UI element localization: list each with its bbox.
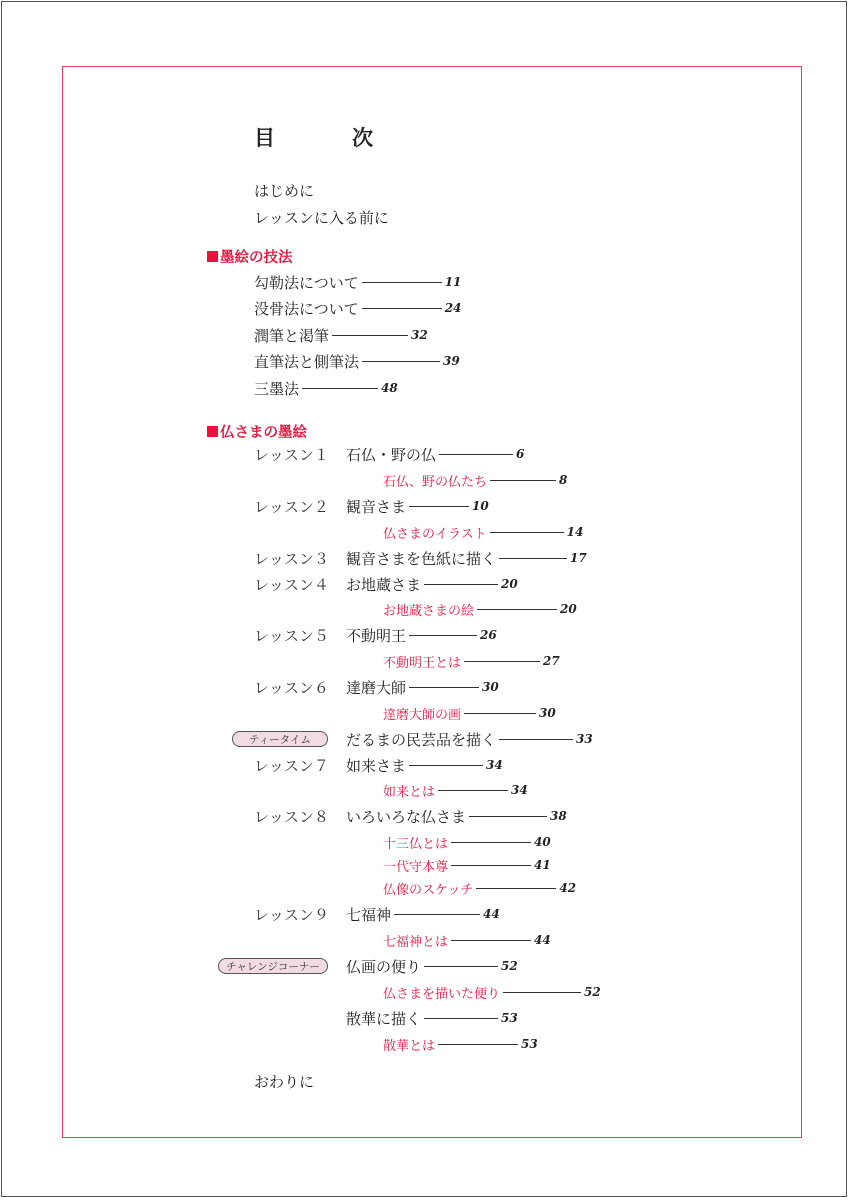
lesson-label: レッスン６ xyxy=(254,679,329,697)
toc-entry[interactable]: 没骨法について 24 xyxy=(254,299,462,318)
toc-entry[interactable]: 潤筆と渇筆 32 xyxy=(254,326,428,345)
toc-entry[interactable]: 如来さま 34 xyxy=(346,756,503,775)
lesson-label: レッスン９ xyxy=(254,906,329,924)
toc-subentry[interactable]: 不動明王とは 27 xyxy=(383,654,560,671)
lesson-label: レッスン７ xyxy=(254,757,329,775)
toc-entry[interactable]: 観音さまを色紙に描く 17 xyxy=(346,549,587,568)
toc-subentry[interactable]: 達磨大師の画 30 xyxy=(383,706,556,723)
toc-entry[interactable]: 七福神 44 xyxy=(346,905,500,924)
section-heading-buddha: 仏さまの墨絵 xyxy=(207,421,307,442)
toc-entry[interactable]: 仏画の便り 52 xyxy=(346,957,518,976)
toc-entry[interactable]: 不動明王 26 xyxy=(346,626,497,645)
toc-entry[interactable]: 散華に描く 53 xyxy=(346,1009,518,1028)
toc-entry[interactable]: 石仏・野の仏 6 xyxy=(346,445,525,464)
page-title: 目 次 xyxy=(254,126,401,150)
intro-hajimeni[interactable]: はじめに xyxy=(254,182,315,200)
intro-before-lesson[interactable]: レッスンに入る前に xyxy=(254,209,389,227)
lesson-label: レッスン５ xyxy=(254,627,329,645)
toc-entry[interactable]: 三墨法 48 xyxy=(254,379,398,398)
toc-subentry[interactable]: 仏像のスケッチ 42 xyxy=(383,881,577,898)
toc-subentry[interactable]: 仏さまを描いた便り 52 xyxy=(383,985,601,1002)
toc-subentry[interactable]: 散華とは 53 xyxy=(383,1037,538,1054)
toc-subentry[interactable]: 十三仏とは 40 xyxy=(383,835,551,852)
lesson-label: レッスン２ xyxy=(254,498,329,516)
toc-subentry[interactable]: 七福神とは 44 xyxy=(383,933,551,950)
red-square-icon xyxy=(207,251,218,262)
toc-entry[interactable]: 勾勒法について 11 xyxy=(254,273,462,292)
toc-entry[interactable]: 観音さま 10 xyxy=(346,497,489,516)
toc-subentry[interactable]: 如来とは 34 xyxy=(383,783,528,800)
lesson-label: レッスン８ xyxy=(254,808,329,826)
toc-subentry[interactable]: お地蔵さまの絵 20 xyxy=(383,602,577,619)
challenge-corner-badge: チャレンジコーナー xyxy=(218,958,328,974)
lesson-label: レッスン４ xyxy=(254,576,329,594)
section-heading-techniques: 墨絵の技法 xyxy=(207,246,293,267)
red-square-icon xyxy=(207,426,218,437)
toc-subentry[interactable]: 一代守本尊 41 xyxy=(383,858,551,875)
toc-entry[interactable]: 達磨大師 30 xyxy=(346,678,499,697)
toc-entry[interactable]: いろいろな仏さま 38 xyxy=(346,807,567,826)
toc-entry[interactable]: お地蔵さま 20 xyxy=(346,575,518,594)
lesson-label: レッスン３ xyxy=(254,550,329,568)
tea-time-badge: ティータイム xyxy=(232,731,328,747)
toc-subentry[interactable]: 石仏、野の仏たち 8 xyxy=(383,473,568,490)
toc-subentry[interactable]: 仏さまのイラスト 14 xyxy=(383,525,584,542)
lesson-label: レッスン１ xyxy=(254,446,329,464)
toc-entry[interactable]: だるまの民芸品を描く 33 xyxy=(346,730,593,749)
toc-entry[interactable]: 直筆法と側筆法 39 xyxy=(254,352,460,371)
outro-owarini[interactable]: おわりに xyxy=(254,1073,315,1091)
